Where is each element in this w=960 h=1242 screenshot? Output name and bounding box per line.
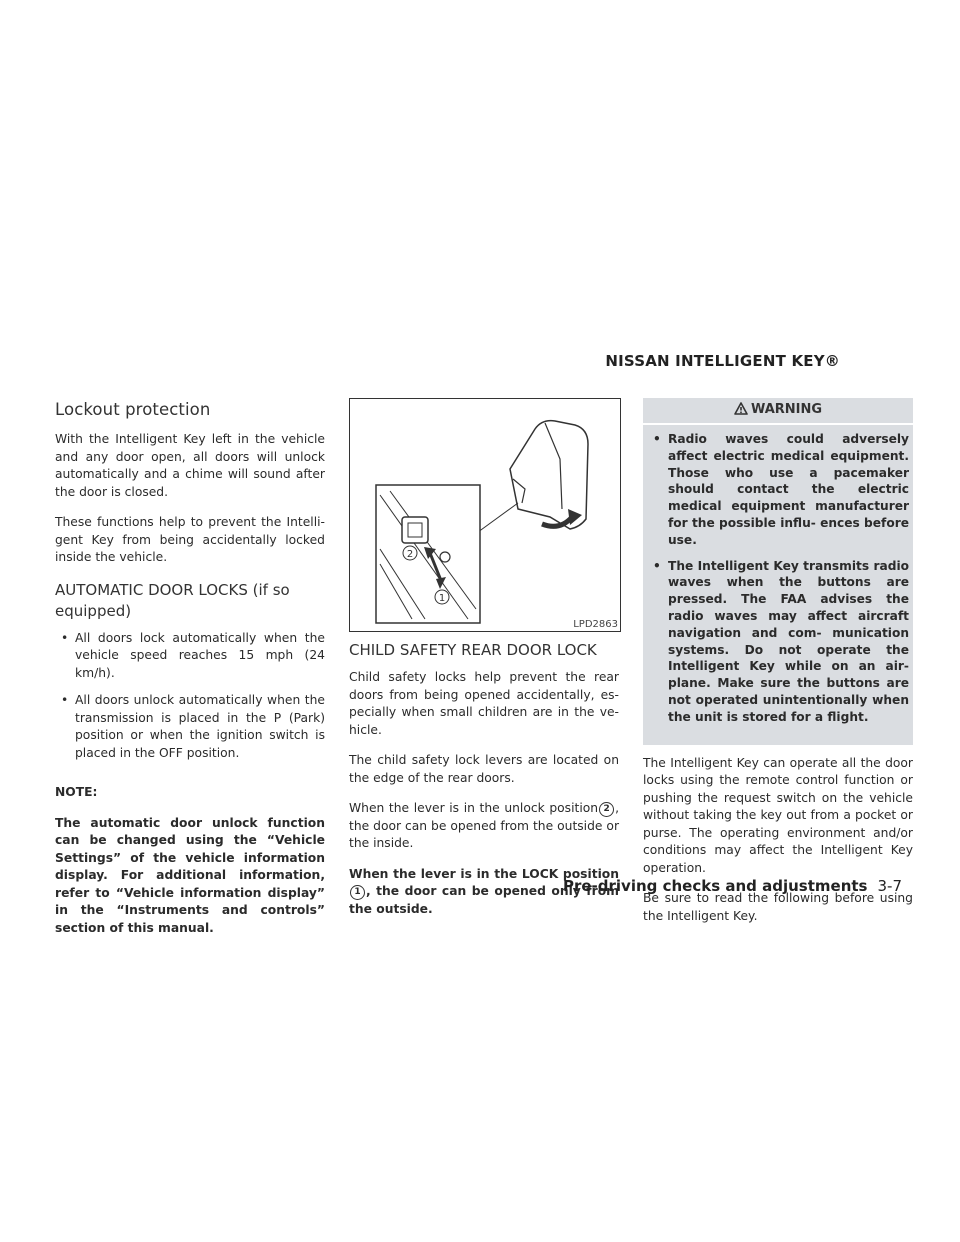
warning-header — [643, 398, 913, 425]
child-lock-illustration — [350, 399, 620, 631]
warning-list — [643, 431, 913, 726]
lockout-paragraph-2: These functions help to prevent the Intelli- gent Key from being accidentally locked inside the vehicle. — [55, 515, 325, 564]
column-middle — [349, 398, 619, 931]
page-footer — [563, 877, 902, 895]
warning-item: • The Intelligent Key transmits radio waves when the buttons are pressed. The FAA advises the radio waves may affect aircraft navigation and com- munication systems. Do not operate the Intelligent Key while on an air- plane. Make sure the buttons are not operated unintentionally when the unit is stored for a flight. — [653, 558, 909, 726]
warning-title: WARNING — [750, 402, 823, 417]
child-lock-paragraph-1: Child safety locks help prevent the rear doors from being opened accidentally, es- pecially when small children are in the ve- hicle. — [349, 670, 619, 737]
child-lock-paragraph-3 — [349, 800, 619, 853]
bullet-item: • All doors lock automatically when the vehicle speed reaches 15 mph (24 km/h). — [61, 630, 325, 683]
intelligent-key-paragraph-2: Be sure to read the following before using the Intelligent Key. — [643, 891, 913, 923]
lockout-paragraph-1: With the Intelligent Key left in the vehicle and any door open, all doors will unlock automatically and a chime will sound after the door is closed. — [55, 432, 325, 499]
intelligent-key-paragraph-1: The Intelligent Key can operate all the door locks using the remote control function or pushing the request switch on the vehicle without taking the key out from a pocket or purse. The operating environment and/or conditions may affect the Intelligent Key operation. — [643, 755, 913, 875]
warning-item: • Radio waves could adversely affect electric medical equipment. Those who use a pacemaker should contact the electric medical equipment manufacturer for the possible influ- ences before use. — [653, 431, 909, 549]
child-lock-figure — [349, 398, 621, 632]
callout-2-inline: 2 — [599, 802, 614, 817]
bullet-item: • All doors unlock automatically when the transmission is placed in the P (Park) position or when the ignition switch is placed in the OFF position. — [61, 692, 325, 762]
callout-1-label: 1 — [438, 593, 446, 604]
heading-child-safety-lock: CHILD SAFETY REAR DOOR LOCK — [349, 641, 597, 659]
column-left — [55, 398, 325, 950]
door-lock-bullets — [55, 630, 325, 763]
note-text: The automatic door unlock function can be changed using the “Vehicle Settings” of the vehicle information display. For additional information, refer to “Vehicle information display” in the “Instruments and controls” section of this manual. — [55, 815, 325, 935]
warning-icon — [734, 402, 748, 415]
column-right — [643, 398, 913, 938]
para4-text-a: When the lever is in the LOCK position — [349, 866, 619, 881]
callout-2-label: 2 — [406, 549, 414, 560]
para4-text-b: , the door can be opened only from the outside. — [349, 884, 619, 916]
heading-automatic-door-locks: AUTOMATIC DOOR LOCKS (if so equipped) — [55, 580, 290, 620]
footer-title: Pre-driving checks and adjustments — [562, 877, 868, 895]
para3-text-b: , the door can be opened from the outside or the inside. — [349, 801, 619, 850]
callout-1-inline: 1 — [350, 885, 365, 900]
section-header: NISSAN INTELLIGENT KEY® — [605, 352, 840, 370]
heading-lockout-protection: Lockout protection — [55, 400, 211, 419]
child-lock-paragraph-2: The child safety lock levers are located on the edge of the rear doors. — [349, 753, 619, 785]
figure-code: LPD2863 — [573, 619, 618, 630]
warning-box — [643, 398, 913, 745]
para3-text-a: When the lever is in the unlock position — [349, 801, 599, 815]
note-label: NOTE: — [55, 785, 98, 799]
page-number: 3-7 — [877, 877, 902, 895]
